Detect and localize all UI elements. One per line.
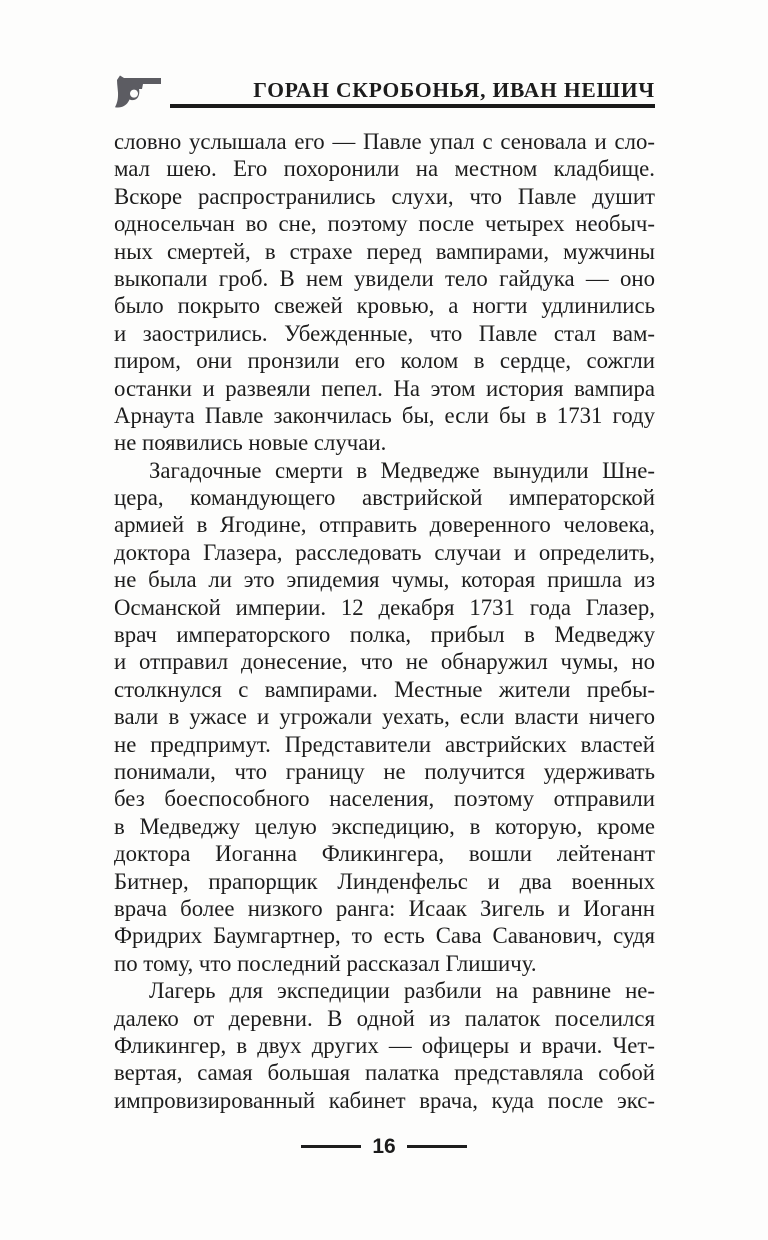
text-line: Вскоре распространились слухи, что Павле душит — [114, 183, 655, 209]
text-line: Арнаута Павле закончилась бы, если бы в 1731 году — [114, 402, 655, 428]
page-text — [114, 128, 655, 1114]
text-line: и отправил донесение, что не обнаружил чумы, но — [114, 649, 655, 675]
text-line: Лагерь для экспедиции разбили на равнине не- — [149, 978, 655, 1004]
running-header-authors: ГОРАН СКРОБОНЬЯ, ИВАН НЕШИЧ — [253, 78, 655, 102]
text-line: Фликингер, в двух других — офицеры и врачи. Чет- — [114, 1032, 655, 1058]
text-line: доктора Иоганна Фликингера, вошли лейтенант — [114, 841, 655, 867]
text-line: вертая, самая большая палатка представляла собой — [114, 1060, 655, 1086]
text-line: импровизированный кабинет врача, куда после экс- — [114, 1087, 655, 1113]
paragraph-3 — [114, 977, 655, 1114]
text-line: понимали, что границу не получится удерживать — [114, 758, 655, 784]
footer-rule-right — [407, 1145, 467, 1149]
running-header — [112, 70, 655, 110]
text-line: далеко от деревни. В одной из палаток поселился — [114, 1005, 655, 1031]
text-line: доктора Глазера, расследовать случаи и определить, — [114, 539, 655, 565]
page-number: 16 — [372, 1135, 396, 1158]
text-line: Загадочные смерти в Медведже вынудили Шне- — [149, 457, 655, 483]
text-line: пиром, они пронзили его колом в сердце, сожгли — [114, 348, 655, 374]
text-line: армией в Ягодине, отправить доверенного человека, — [114, 512, 655, 538]
paragraph-2 — [114, 457, 655, 977]
text-line: и заострились. Убежденные, что Павле стал вам- — [114, 320, 655, 346]
text-line: останки и развеяли пепел. На этом история вампира — [114, 375, 655, 401]
text-line: врач императорского полка, прибыл в Медведжу — [114, 622, 655, 648]
text-line: цера, командующего австрийской императорской — [114, 485, 655, 511]
text-line: Фридрих Баумгартнер, то есть Сава Саванович, судя — [114, 923, 655, 949]
text-line: словно услышала его — Павле упал с сеновала и сло- — [114, 129, 655, 154]
text-line: ных смертей, в страхе перед вампирами, мужчины — [114, 238, 655, 264]
revolver-icon — [112, 72, 164, 108]
text-line: мал шею. Его похоронили на местном кладбище. — [114, 156, 655, 182]
text-line: в Медведжу целую экспедицию, в которую, кроме — [114, 813, 655, 839]
page-footer — [0, 1136, 768, 1157]
text-line: по тому, что последний рассказал Глишичу. — [114, 950, 537, 976]
text-line: вали в ужасе и угрожали уехать, если власти ничего — [114, 704, 655, 730]
text-line: без боеспособного населения, поэтому отправили — [114, 786, 655, 812]
text-line: выкопали гроб. В нем увидели тело гайдука — оно — [114, 265, 655, 291]
paragraph-1 — [114, 128, 655, 457]
footer-rule-left — [301, 1145, 361, 1149]
text-line: односельчан во сне, поэтому после четырех необыч- — [114, 211, 655, 237]
text-line: не появились новые случаи. — [114, 430, 387, 456]
text-line: столкнулся с вампирами. Местные жители пребы- — [114, 676, 655, 702]
text-line: было покрыто свежей кровью, а ногти удлинились — [114, 293, 655, 319]
text-line: Османской империи. 12 декабря 1731 года Глазер, — [114, 594, 655, 620]
header-rule — [170, 104, 655, 108]
text-line: не предпримут. Представители австрийских властей — [114, 731, 655, 757]
text-line: врача более низкого ранга: Исаак Зигель и Иоганн — [114, 895, 655, 921]
text-line: Битнер, прапорщик Линденфельс и два военных — [114, 868, 655, 894]
text-line: не была ли это эпидемия чумы, которая пришла из — [114, 567, 655, 593]
